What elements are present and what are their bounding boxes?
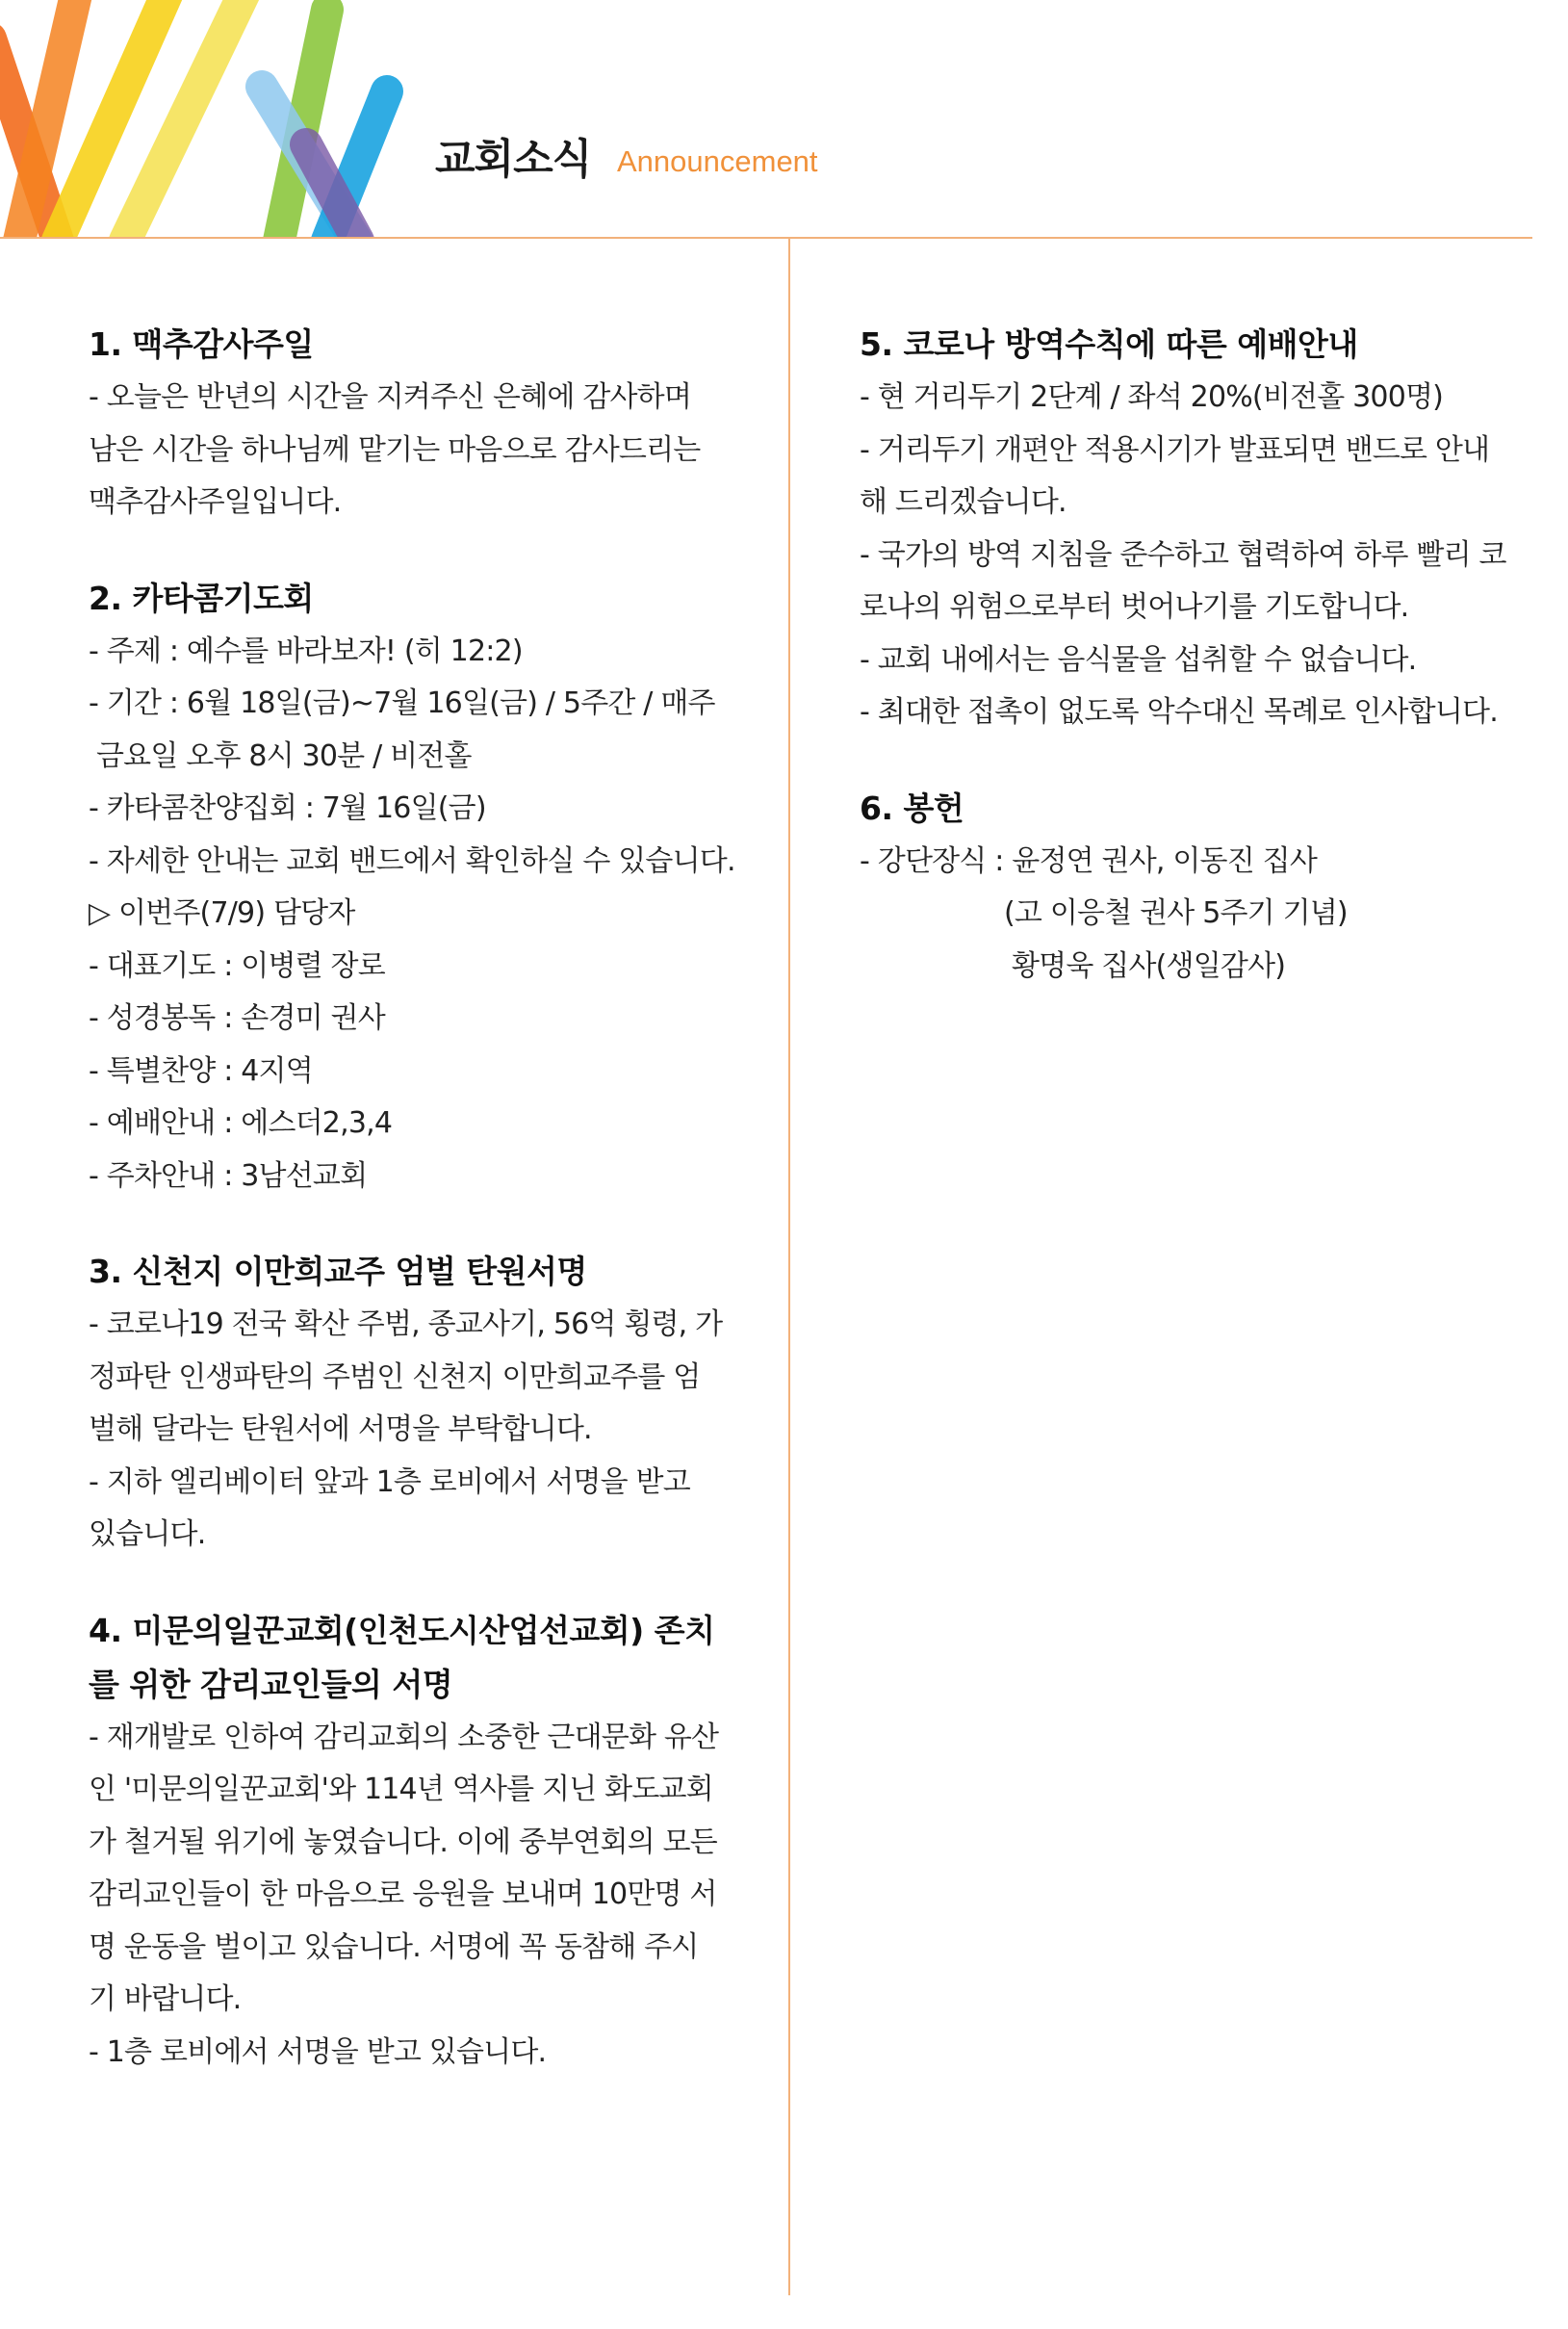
section-title: 4. 미문의일꾼교회(인천도시산업선교회) 존치를 위한 감리교인들의 서명 <box>89 1611 715 1703</box>
announcement-section-2 <box>89 572 735 1203</box>
announcement-section-5 <box>860 318 1514 739</box>
right-column <box>860 318 1514 1035</box>
section-line: - 대표기도 : 이병렬 장로 <box>89 948 385 983</box>
section-title: 3. 신천지 이만희교주 엄벌 탄원서명 <box>89 1253 587 1290</box>
section-line: - 강단장식 : 윤정연 권사, 이동진 집사 <box>860 843 1318 878</box>
section-text: - 현 거리두기 2단계 / 좌석 20%(비전홀 300명) <box>860 380 1444 414</box>
section-line: 황명욱 집사(생일감사) <box>1012 948 1286 983</box>
section-line: ▷ 이번주(7/9) 담당자 <box>89 896 355 930</box>
section-text: - 지하 엘리베이터 앞과 1층 로비에서 서명을 받고 있습니다. <box>89 1464 690 1551</box>
announcement-section-4 <box>89 1604 724 2080</box>
section-text: - 오늘은 반년의 시간을 지켜주신 은혜에 감사하며 남은 시간을 하나님께 맡기는 마음으로 감사드리는 맥추감사주일입니다. <box>89 380 701 519</box>
section-line: 금요일 오후 8시 30분 / 비전홀 <box>96 738 472 773</box>
section-line: - 자세한 안내는 교회 밴드에서 확인하실 수 있습니다. <box>89 843 735 878</box>
section-title: 1. 맥추감사주일 <box>89 325 314 363</box>
section-text: - 1층 로비에서 서명을 받고 있습니다. <box>89 2034 547 2069</box>
announcement-section-1 <box>89 318 724 530</box>
section-line: - 카타콤찬양집회 : 7월 16일(금) <box>89 791 486 825</box>
section-text: - 최대한 접촉이 없도록 악수대신 목례로 인사합니다. <box>860 695 1498 729</box>
page-subtitle: Announcement <box>617 144 818 178</box>
section-line: - 주제 : 예수를 바라보자! (히 12:2) <box>89 634 523 668</box>
section-line: - 성경봉독 : 손경미 권사 <box>89 1001 385 1035</box>
section-line: - 특별찬양 : 4지역 <box>89 1053 313 1088</box>
column-divider <box>788 239 790 2295</box>
section-line: (고 이응철 권사 5주기 기념) <box>1004 896 1348 930</box>
page-title: 교회소식 <box>435 136 592 184</box>
section-line: - 예배안내 : 에스더2,3,4 <box>89 1106 393 1140</box>
section-text: - 재개발로 인하여 감리교회의 소중한 근대문화 유산인 '미문의일꾼교회'와 114년 역사를 지닌 화도교회가 철거될 위기에 놓였습니다. 이에 중부연회의 모든 감리교인들이 한 마음으로 응원을 보내며 10만명 서명 운동을 벌이고 있습니다. 서명에 꼭 동참해 주시기 바랍니다. <box>89 1720 719 2016</box>
announcement-section-6 <box>860 782 1514 994</box>
section-text: - 거리두기 개편안 적용시기가 발표되면 밴드로 안내해 드리겠습니다. <box>860 432 1490 519</box>
section-text: - 교회 내에서는 음식물을 섭취할 수 없습니다. <box>860 642 1417 677</box>
header-rule <box>0 237 1532 239</box>
section-title: 6. 봉헌 <box>860 789 964 827</box>
section-line: - 기간 : 6월 18일(금)~7월 16일(금) / 5주간 / 매주 <box>89 686 715 720</box>
section-text: - 코로나19 전국 확산 주범, 종교사기, 56억 횡령, 가정파탄 인생파탄의 주범인 신천지 이만희교주를 엄벌해 달라는 탄원서에 서명을 부탁합니다. <box>89 1307 723 1446</box>
section-title: 2. 카타콤기도회 <box>89 579 314 617</box>
section-line: - 주차안내 : 3남선교회 <box>89 1158 368 1193</box>
section-text: - 국가의 방역 지침을 준수하고 협력하여 하루 빨리 코로나의 위험으로부터 벗어나기를 기도합니다. <box>860 537 1506 624</box>
announcement-section-3 <box>89 1245 724 1562</box>
header-stripes-decoration <box>0 0 404 239</box>
left-column <box>89 318 735 2121</box>
section-title: 5. 코로나 방역수칙에 따른 예배안내 <box>860 325 1358 363</box>
